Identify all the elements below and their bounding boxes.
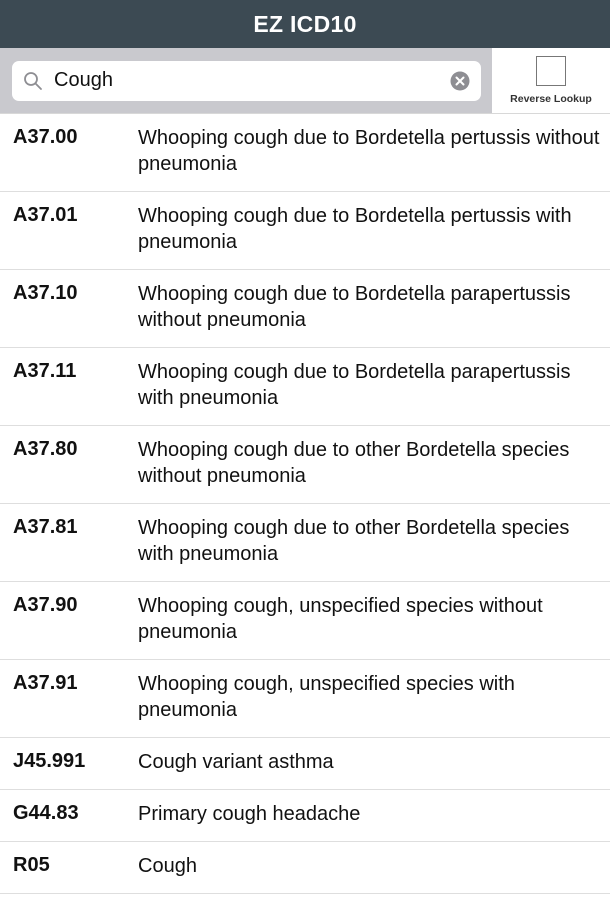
icd-code: G44.83 [13, 802, 79, 824]
search-icon [22, 70, 44, 92]
table-row[interactable] [0, 504, 610, 582]
table-row[interactable] [0, 192, 610, 270]
reverse-lookup-toggle[interactable] [492, 48, 610, 113]
table-row[interactable] [0, 114, 610, 192]
icd-code: R05 [13, 854, 50, 876]
table-row[interactable] [0, 790, 610, 842]
icd-description: Whooping cough due to other Bordetella species without pneumonia [138, 439, 570, 487]
table-row[interactable] [0, 660, 610, 738]
title-bar [0, 0, 610, 48]
reverse-lookup-label: Reverse Lookup [510, 93, 592, 105]
icd-description: Whooping cough due to Bordetella pertussis without pneumonia [138, 127, 600, 175]
table-row[interactable] [0, 582, 610, 660]
table-row[interactable] [0, 842, 610, 894]
icd-code: A37.80 [13, 438, 78, 460]
icd-code: A37.90 [13, 594, 78, 616]
icd-description: Primary cough headache [138, 803, 361, 825]
icd-description: Whooping cough due to other Bordetella species with pneumonia [138, 517, 570, 565]
clear-icon[interactable] [449, 70, 471, 92]
icd-description: Whooping cough, unspecified species without pneumonia [138, 595, 543, 643]
icd-description: Whooping cough due to Bordetella parapertussis without pneumonia [138, 283, 571, 331]
search-box[interactable] [12, 61, 481, 101]
results-list [0, 114, 610, 894]
icd-description: Cough variant asthma [138, 751, 334, 773]
icd-description: Cough [138, 855, 197, 877]
icd-code: A37.01 [13, 204, 78, 226]
icd-code: A37.11 [13, 360, 77, 382]
table-row[interactable] [0, 738, 610, 790]
app-title: EZ ICD10 [253, 10, 357, 37]
icd-code: J45.991 [13, 750, 86, 772]
icd-code: A37.10 [13, 282, 78, 304]
icd-code: A37.91 [13, 672, 78, 694]
table-row[interactable] [0, 270, 610, 348]
reverse-lookup-checkbox[interactable] [536, 56, 566, 86]
icd-code: A37.81 [13, 516, 78, 538]
icd-description: Whooping cough due to Bordetella parapertussis with pneumonia [138, 361, 571, 409]
icd-code: A37.00 [13, 126, 78, 148]
search-input[interactable] [44, 69, 449, 92]
search-bar [0, 48, 610, 114]
search-area [0, 48, 492, 113]
icd-description: Whooping cough, unspecified species with pneumonia [138, 673, 515, 721]
table-row[interactable] [0, 348, 610, 426]
table-row[interactable] [0, 426, 610, 504]
icd-description: Whooping cough due to Bordetella pertussis with pneumonia [138, 205, 572, 253]
